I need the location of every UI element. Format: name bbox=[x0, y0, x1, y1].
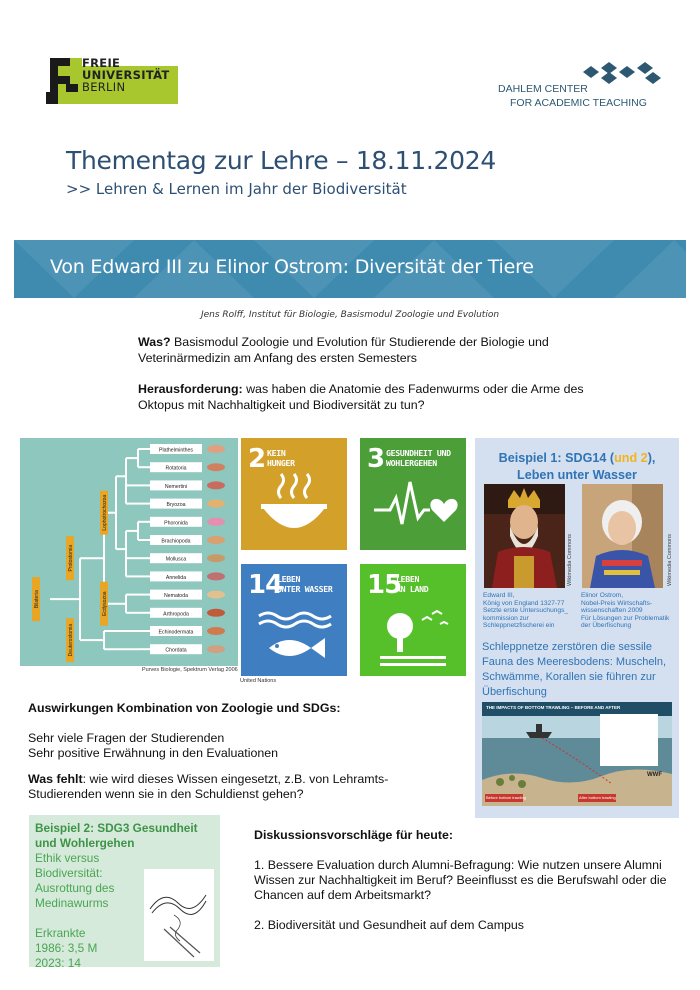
sdg-3-label-line1: GESUNDHEIT UND bbox=[386, 448, 451, 458]
taxon-organism-icon bbox=[207, 445, 225, 453]
sdg-2-number: 2 bbox=[248, 444, 266, 474]
beispiel-2-text bbox=[35, 851, 150, 971]
taxon-organism-icon bbox=[207, 500, 225, 508]
was-label: Was? bbox=[138, 335, 171, 349]
sdg-3-number: 3 bbox=[367, 444, 385, 474]
clade-label: Ecdysozoa bbox=[101, 591, 108, 616]
beispiel-1-title-a: Beispiel 1 bbox=[498, 451, 558, 465]
beispiel-2-title: Beispiel 2: SDG3 Gesundheit und Wohlergehen bbox=[35, 821, 198, 850]
section-banner bbox=[14, 240, 686, 298]
edward-caption-line: König von England 1327-77 bbox=[483, 599, 565, 607]
taxon-label: Echinodermata bbox=[158, 629, 194, 636]
taxon-organism-icon bbox=[207, 463, 225, 471]
sdg-15-number: 15 bbox=[367, 570, 402, 600]
page-title: Thementag zur Lehre – 18.11.2024 bbox=[66, 146, 496, 175]
sdg-14-label-line2: UNTER WASSER bbox=[277, 584, 333, 594]
sdg-14-number: 14 bbox=[248, 570, 283, 600]
sdg-2-label-line2: HUNGER bbox=[267, 458, 295, 468]
taxon-label: Annelida bbox=[165, 574, 187, 581]
dcat-logo-icon bbox=[583, 60, 663, 84]
clade-label: Lophotrochozoa bbox=[101, 494, 108, 531]
beispiel-1-box bbox=[475, 438, 679, 818]
edward-caption-line: Setzte erste Untersuchungs_ bbox=[483, 607, 569, 614]
taxon-label: Rotatoria bbox=[165, 465, 187, 472]
fu-line2: UNIVERSITÄT bbox=[82, 68, 170, 83]
infographic-before: Before bottom trawling bbox=[486, 795, 527, 800]
edward-caption-line: Schleppnetzfischerei ein bbox=[483, 622, 555, 629]
auswirkungen-section bbox=[28, 701, 458, 813]
taxon-label: Nematoda bbox=[164, 593, 188, 600]
elinor-caption-line: wissenschaften 2009 bbox=[581, 607, 643, 614]
sdg-2-tile bbox=[241, 438, 347, 550]
taxon-label: Brachiopoda bbox=[161, 538, 191, 545]
taxon-organism-icon bbox=[207, 645, 225, 653]
beispiel-2-line4: 2023: 14 bbox=[35, 956, 81, 970]
elinor-caption-line: der Überfischung bbox=[581, 622, 632, 629]
banner-title: Von Edward III zu Elinor Ostrom: Diversität der Tiere bbox=[50, 256, 534, 278]
infographic-title: THE IMPACTS OF BOTTOM TRAWLING – BEFORE AND AFTER bbox=[486, 705, 621, 710]
fehlt-label: Was fehlt bbox=[28, 772, 83, 786]
sdg-2-label-line1: KEIN bbox=[267, 448, 286, 458]
elinor-caption-line: Für Lösungen zur Problematik bbox=[581, 614, 670, 622]
taxon-label: Plathelminthes bbox=[158, 447, 194, 454]
edward-iii-portrait bbox=[484, 484, 565, 588]
beispiel-1-title bbox=[475, 450, 679, 484]
sdg-3-label bbox=[386, 448, 451, 468]
dcat-line1: DAHLEM CENTER bbox=[498, 83, 588, 95]
sdg-14-label-line1: LEBEN bbox=[277, 574, 301, 584]
taxon-label: Phoronida bbox=[164, 520, 188, 527]
dcat-wordmark bbox=[498, 83, 647, 110]
intro-section bbox=[138, 334, 598, 428]
edward-caption-line: kommission zur bbox=[483, 614, 529, 622]
beispiel-1-title-b: : SDG14 ( bbox=[557, 451, 615, 465]
diskussion-item-2: 2. Biodiversität und Gesundheit auf dem Campus bbox=[254, 918, 524, 932]
taxon-label: Mollusca bbox=[165, 556, 187, 563]
phylogenetic-tree bbox=[20, 438, 238, 666]
wiki-credit-1: Wikimedia Commons bbox=[567, 534, 573, 586]
beispiel-1-title-c: und 2 bbox=[614, 451, 648, 465]
beispiel-1-text: Schleppnetze zerstören die sessile Fauna des Meeresbodens: Muscheln, Schwämme, Korallen sie führen zur Überfischung bbox=[482, 641, 667, 698]
taxon-organism-icon bbox=[207, 554, 225, 562]
edward-caption bbox=[483, 592, 573, 630]
sdg-14-label bbox=[277, 574, 333, 594]
taxon-organism-icon bbox=[207, 609, 225, 617]
wwf-logo: WWF bbox=[647, 772, 662, 778]
sdg-14-tile bbox=[241, 564, 347, 676]
elinor-ostrom-portrait bbox=[582, 484, 663, 588]
clade-label: Bilateria bbox=[33, 590, 40, 609]
elinor-caption-line: Nobel-Preis Wirtschafts- bbox=[581, 599, 653, 607]
taxon-organism-icon bbox=[207, 572, 225, 580]
beispiel-2-line3: 1986: 3,5 M bbox=[35, 941, 98, 955]
beispiel-1-title-d: ), bbox=[647, 451, 656, 465]
sdg-3-tile bbox=[360, 438, 466, 550]
edward-caption-line: Edward III, bbox=[483, 592, 515, 599]
guinea-worm-drawing bbox=[144, 869, 214, 961]
diskussion-item-1: 1. Bessere Evaluation durch Alumni-Befragung: Wie nutzen unsere Alumni Wissen zur Nachhaltigkeit im Beruf? Beeinflusst es die Berufswahl oder die Chancen auf dem Arbeitsmarkt? bbox=[254, 858, 667, 902]
sdg-15-label bbox=[396, 574, 428, 594]
taxon-label: Nemertini bbox=[164, 483, 188, 490]
sdg-15-tile bbox=[360, 564, 466, 676]
tree-diagram bbox=[20, 438, 238, 666]
sdg-2-label bbox=[267, 448, 295, 468]
page-subtitle: >> Lehren & Lernen im Jahr der Biodiversität bbox=[66, 180, 407, 198]
auswirkungen-line1: Sehr viele Fragen der Studierenden bbox=[28, 731, 225, 745]
diskussion-section bbox=[254, 828, 674, 948]
taxon-organism-icon bbox=[207, 627, 225, 635]
author-line: Jens Rolff, Institut für Biologie, Basismodul Zoologie und Evolution bbox=[200, 310, 500, 320]
wiki-credit-2: Wikimedia Commons bbox=[667, 534, 673, 586]
elinor-caption-line: Elinor Ostrom, bbox=[581, 592, 624, 599]
sdg-3-label-line2: WOHLERGEHEN bbox=[386, 458, 437, 468]
beispiel-2-line2: Erkrankte bbox=[35, 926, 86, 940]
taxon-organism-icon bbox=[207, 518, 225, 526]
elinor-caption bbox=[581, 592, 671, 630]
herausforderung-text: was haben die Anatomie des Fadenwurms oder die Arme des Oktopus mit Nachhaltigkeit und Biodiversität zu tun? bbox=[138, 382, 584, 412]
beispiel-2-line1: Ethik versus Biodiversität: Ausrottung des Medinawurms bbox=[35, 851, 115, 910]
clade-label: Protostomia bbox=[67, 544, 74, 572]
sdg-15-label-line1: LEBEN bbox=[396, 574, 420, 584]
beispiel-2-box bbox=[29, 815, 220, 970]
taxon-label: Bryozoa bbox=[166, 502, 186, 509]
taxon-label: Arthropoda bbox=[163, 611, 189, 618]
taxon-organism-icon bbox=[207, 536, 225, 544]
fu-line1: FREIE bbox=[82, 56, 121, 70]
sdg-credit: United Nations bbox=[240, 678, 277, 684]
herausforderung-label: Herausforderung: bbox=[138, 382, 243, 396]
trawling-illustration bbox=[482, 702, 672, 806]
auswirkungen-line2: Sehr positive Erwähnung in den Evaluationen bbox=[28, 746, 279, 760]
fu-line3: BERLIN bbox=[82, 80, 126, 95]
taxon-label: Chordata bbox=[165, 647, 187, 654]
fehlt-text: : wie wird dieses Wissen eingesetzt, z.B. von Lehramts-Studierenden wenn sie in den Schuldienst gehen? bbox=[28, 772, 389, 801]
taxon-organism-icon bbox=[207, 481, 225, 489]
tree-credit: Purves Biologie, Spektrum Verlag 2006 bbox=[142, 667, 238, 673]
diskussion-heading: Diskussionsvorschläge für heute: bbox=[254, 828, 453, 842]
beispiel-1-title-line2: Leben unter Wasser bbox=[517, 468, 637, 482]
taxon-organism-icon bbox=[207, 591, 225, 599]
auswirkungen-heading: Auswirkungen Kombination von Zoologie und SDGs: bbox=[28, 701, 341, 715]
sdg-15-label-line2: AN LAND bbox=[396, 584, 429, 594]
clade-label: Deuterostomia bbox=[67, 623, 74, 657]
fu-berlin-wordmark bbox=[82, 57, 170, 93]
was-text: Basismodul Zoologie und Evolution für Studierende der Biologie und Veterinärmedizin am Anfang des ersten Semesters bbox=[138, 335, 549, 365]
dcat-line2: FOR ACADEMIC TEACHING bbox=[510, 96, 647, 109]
bottom-trawling-infographic bbox=[482, 702, 672, 806]
infographic-after: After bottom trawling bbox=[579, 795, 616, 800]
